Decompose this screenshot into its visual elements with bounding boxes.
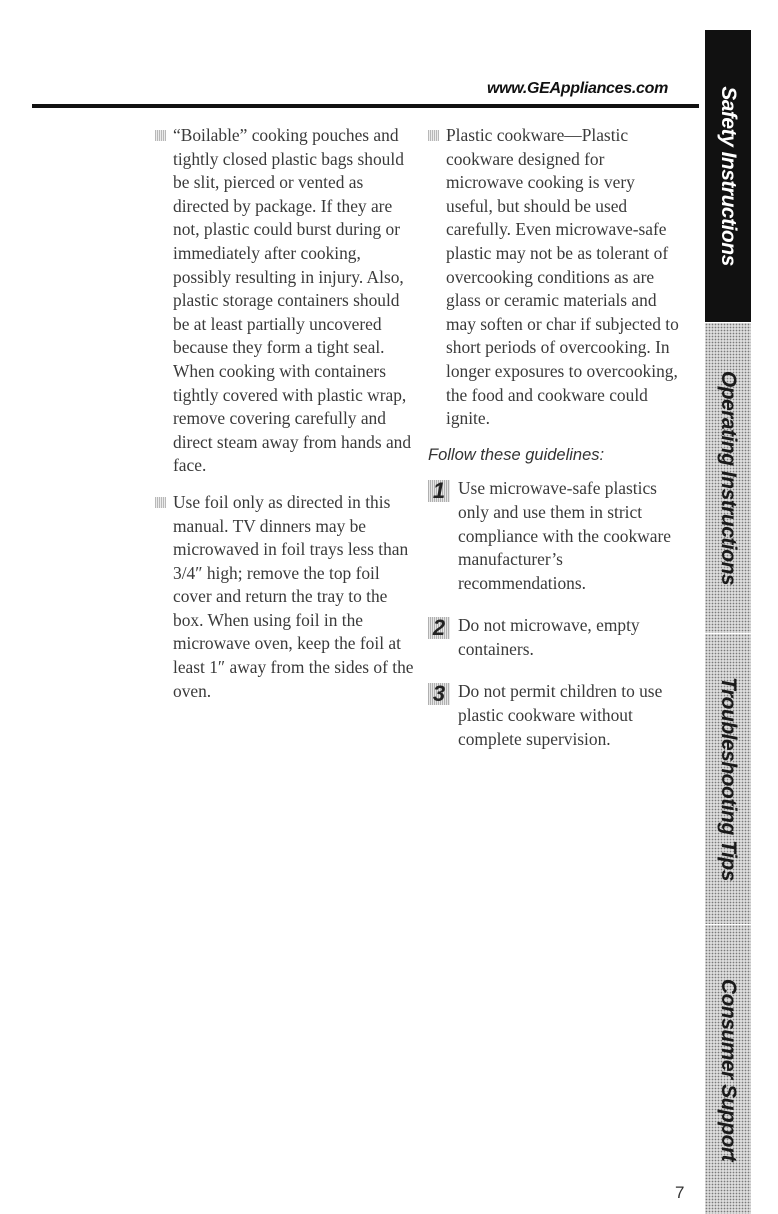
number-badge-icon: 2: [428, 617, 450, 639]
number-badge-icon: 1: [428, 480, 450, 502]
left-column: [155, 124, 415, 716]
tab-safety-instructions[interactable]: [705, 30, 751, 322]
bullet-icon: [155, 497, 166, 508]
tab-troubleshooting-tips[interactable]: [705, 633, 751, 924]
tab-label: Operating Instructions: [717, 370, 740, 586]
right-column: [428, 124, 680, 770]
paragraph-text: Use foil only as directed in this manual. TV dinners may be microwaved in foil trays less than 3/4″ high; remove the top foil cover and return the tray to the box. When using foil in the microwave oven, keep the foil at least 1″ away from the sides of the oven.: [173, 491, 414, 701]
bullet-icon: [155, 130, 166, 141]
section-tabs: [705, 30, 751, 1214]
tab-operating-instructions[interactable]: [705, 322, 751, 633]
page-number: 7: [675, 1183, 685, 1202]
paragraph-text: “Boilable” cooking pouches and tightly closed plastic bags should be slit, pierced or vented as directed by package. If they are not, plastic could burst during or immediately after cooking, possibly resulting in injury. Also, plastic storage containers should be at least partially uncovered because they form a tight seal. When cooking with containers tightly covered with plastic wrap, remove covering carefully and direct steam away from hands and face.: [173, 125, 412, 476]
item-text: Use microwave-safe plastics only and use them in strict compliance with the cookware manufacturer’s recommendations.: [458, 478, 671, 593]
item-text: Do not permit children to use plastic cookware without complete supervision.: [458, 681, 663, 749]
numbered-item: [428, 477, 680, 595]
number-badge-icon: 3: [428, 683, 450, 705]
tab-label: Safety Instructions: [717, 86, 740, 266]
numbered-item: [428, 614, 680, 661]
bullet-paragraph: [155, 491, 415, 703]
tab-label: Consumer Support: [717, 978, 740, 1161]
guidelines-heading: Follow these guidelines:: [428, 445, 605, 464]
numbered-item: [428, 680, 680, 751]
header-url: www.GEAppliances.com: [486, 80, 668, 97]
bullet-paragraph: [428, 124, 680, 431]
paragraph-text: Plastic cookware—Plastic cookware designed for microwave cooking is very useful, but should be used carefully. Even microwave-safe plastic may not be as tolerant of overcooking conditions as are glass or ceramic materials and may soften or char if subjected to short periods of overcooking. In longer exposures to overcooking, the food and cookware could ignite.: [446, 125, 679, 429]
header-rule: [32, 104, 699, 108]
bullet-icon: [428, 130, 439, 141]
tab-consumer-support[interactable]: [705, 924, 751, 1214]
tab-label: Troubleshooting Tips: [717, 677, 740, 881]
item-text: Do not microwave, empty containers.: [458, 615, 640, 659]
bullet-paragraph: [155, 124, 415, 478]
